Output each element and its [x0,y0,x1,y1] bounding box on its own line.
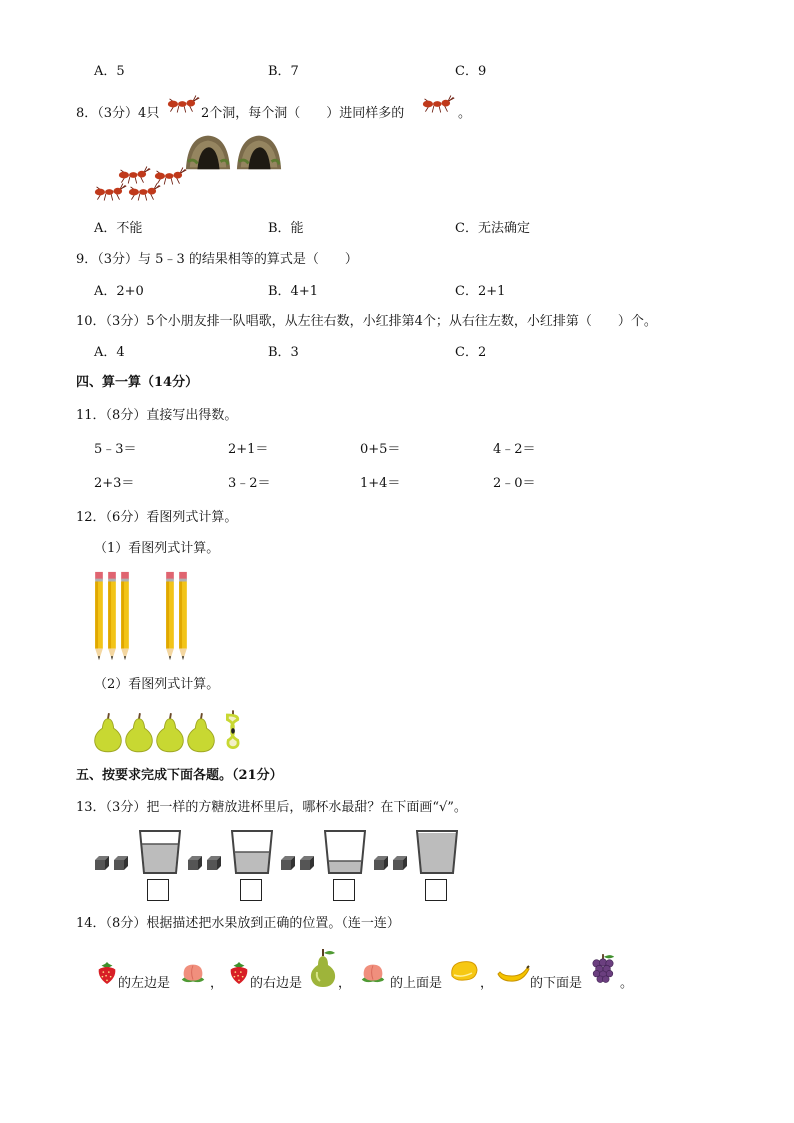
pencil-icon [105,570,119,662]
q8-stem-part1: 8．（3分）4只 [76,106,160,121]
q7-option-c: C．9 [455,64,487,79]
sugar-cube-icon [373,855,389,871]
q7-option-b: B．7 [268,64,299,79]
q11-item: 0+5＝ [360,442,401,457]
pear-icon [308,948,338,988]
cup-icon [416,830,458,874]
pencil-icon [176,570,190,662]
q11-item: 4﹣2＝ [493,442,536,457]
q10-option-a: A．4 [94,345,125,360]
q12-sub1: （1）看图列式计算。 [94,541,220,556]
q14-end: 。 [620,976,634,991]
sugar-cube-icon [187,855,203,871]
q11-item: 1+4＝ [360,476,401,491]
section-4-title: 四、算一算（14分） [76,375,199,390]
sugar-cube-icon [392,855,408,871]
sugar-cube-icon [280,855,296,871]
ant-icon [167,94,201,114]
pencil-icon [92,570,106,662]
peach-icon [358,960,388,986]
q14-text: 的上面是 [390,976,443,991]
pear-icon [154,710,186,754]
sugar-cube-icon [206,855,222,871]
q14-comma: ， [480,976,494,991]
strawberry-icon [228,960,250,986]
q14-comma: ， [338,976,352,991]
answer-box[interactable] [147,879,169,901]
sugar-cube-icon [113,855,129,871]
q8-stem-end: 。 [458,106,472,121]
cup-icon [139,830,181,874]
pear-icon [123,710,155,754]
q14-stem: 14．（8分）根据描述把水果放到正确的位置。（连一连） [76,916,400,931]
q11-item: 2+1＝ [228,442,269,457]
q14-text: 的下面是 [530,976,583,991]
q8-option-c: C．无法确定 [455,221,530,236]
q9-stem: 9．（3分）与 5﹣3 的结果相等的算式是（ ） [76,252,358,267]
q12-sub2: （2）看图列式计算。 [94,677,220,692]
q10-option-b: B．3 [268,345,299,360]
q14-comma: ， [210,976,224,991]
ant-icon [94,182,128,202]
grape-icon [590,952,616,986]
q11-stem: 11．（8分）直接写出得数。 [76,408,238,423]
pear-icon [185,710,217,754]
sugar-cube-icon [299,855,315,871]
q9-option-b: B．4+1 [268,284,318,299]
banana-icon [496,964,530,984]
cup-icon [231,830,273,874]
q8-option-b: B．能 [268,221,304,236]
peach-icon [178,960,208,986]
answer-box[interactable] [425,879,447,901]
q13-stem: 13．（3分）把一样的方糖放进杯里后，哪杯水最甜？在下面画“√”。 [76,800,467,815]
pear-core-icon [219,706,247,752]
cave-icon [184,132,232,172]
q9-option-c: C．2+1 [455,284,506,299]
q11-item: 5﹣3＝ [94,442,137,457]
q7-option-a: A．5 [94,64,125,79]
q11-item: 2+3＝ [94,476,135,491]
q10-option-c: C．2 [455,345,487,360]
q9-option-a: A．2+0 [94,284,144,299]
answer-box[interactable] [333,879,355,901]
pencil-icon [118,570,132,662]
q14-text: 的右边是 [250,976,303,991]
ant-icon [422,94,456,114]
section-5-title: 五、按要求完成下面各题。（21分） [76,768,283,783]
cup-icon [324,830,366,874]
q11-item: 2﹣0＝ [493,476,536,491]
q8-stem-part2: 2个洞，每个洞（ ）进同样多的 [201,106,405,121]
sugar-cube-icon [94,855,110,871]
strawberry-icon [96,960,118,986]
q14-text: 的左边是 [118,976,171,991]
ant-icon [128,182,162,202]
q11-item: 3﹣2＝ [228,476,271,491]
answer-box[interactable] [240,879,262,901]
q8-option-a: A．不能 [94,221,143,236]
pear-icon [92,710,124,754]
pencil-icon [163,570,177,662]
cave-icon [235,132,283,172]
q12-stem: 12．（6分）看图列式计算。 [76,510,238,525]
q10-stem: 10．（3分）5个小朋友排一队唱歌，从左往右数，小红排第4个；从右往左数，小红排第（ ）个。 [76,314,657,329]
mango-icon [448,958,480,984]
